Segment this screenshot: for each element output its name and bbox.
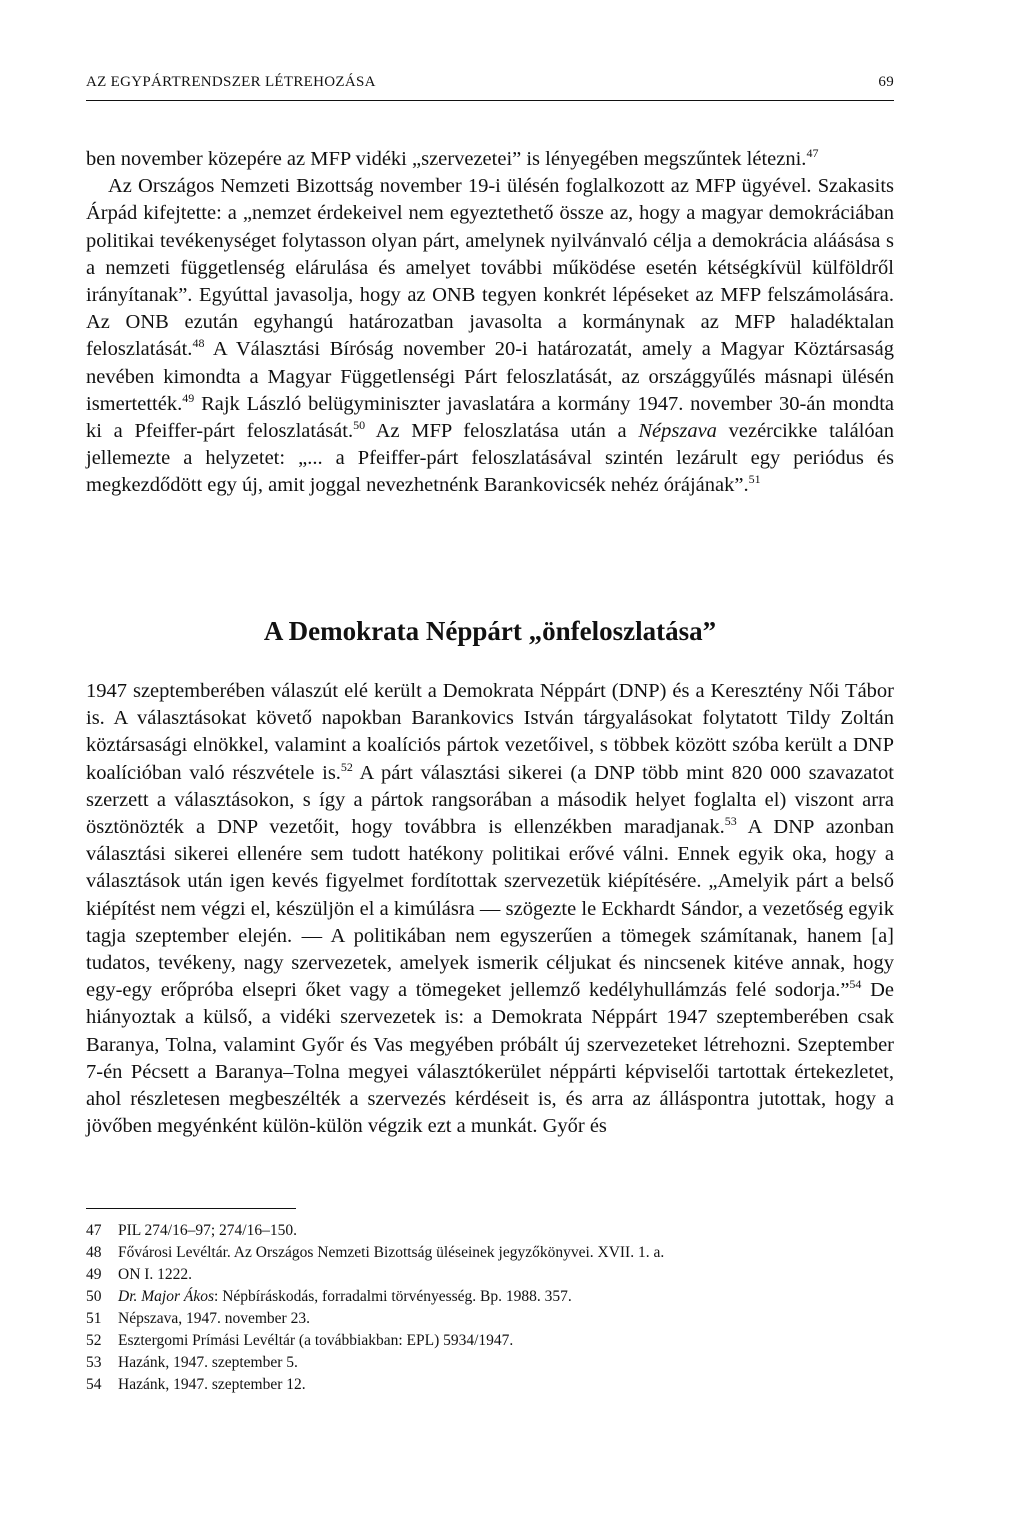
footnote-text — [118, 1374, 306, 1396]
footnote-text — [118, 1242, 664, 1264]
footnote-body: Népszava, 1947. november 23. — [118, 1310, 310, 1327]
footnote-author: Dr. Major Ákos — [118, 1288, 215, 1305]
paragraph — [86, 173, 894, 499]
paragraph-text: A DNP azonban választási sikerei ellenére sem tudott hatékony politikai erővé válni. Ennek egyik oka, hogy a választások után igen kevés figyelmet fordítottak szervezetük kiépítésére. „Amelyik párt a belső kiépítést nem végzi el, készüljön el a kimúlásra — szögezte le Eckhardt Sándor, a vezetőség egyik tagja szeptember elején. — A politikában nem egyszerűen a tömegek számítanak, hanem [a] tudatos, tevékeny, nagy szervezetek, amelyek ismerik céljukat és nincsenek kitéve annak, hogy egy-egy erőpróba elsepri őket vagy a tömegeket jellemző kedélyhullámzás felé sodorja.” — [86, 816, 894, 1002]
footnote — [86, 1286, 894, 1308]
footnote-number: 50 — [86, 1288, 102, 1305]
footnote-number: 47 — [86, 1222, 102, 1239]
italic-title: Népszava — [638, 420, 717, 443]
footnote-text — [118, 1264, 192, 1286]
footnote — [86, 1330, 894, 1352]
running-head-title: AZ EGYPÁRTRENDSZER LÉTREHOZÁSA — [86, 74, 376, 90]
footnote-ref: 52 — [340, 759, 353, 774]
footnotes — [86, 1220, 894, 1396]
body-text-section-2 — [86, 678, 894, 1140]
page-number: 69 — [878, 74, 894, 90]
footnote-body: Hazánk, 1947. szeptember 5. — [118, 1354, 298, 1371]
footnote-number: 51 — [86, 1310, 102, 1327]
footnote-body: PIL 274/16–97; 274/16–150. — [118, 1222, 297, 1239]
paragraph — [86, 146, 894, 173]
paragraph-text: Az Országos Nemzeti Bizottság november 19-i ülésén foglalkozott az MFP ügyével. Szakasits Árpád kifejtette: a „nemzet érdekeivel nem egyeztethető össze az, hogy a magyar demokráciában politikai tevékenységet folytasson olyan párt, amelynek nyilvánvaló célja a demokrácia aláásása s a nemzeti függetlenség elárulása és amelyet további működése esetén kétségkívül külföldről irányítanak”. Egyúttal javasolja, hogy az ONB tegyen konkrét lépéseket az MFP felszámolására. Az ONB ezután egyhangú határozatban javasolta a kormánynak az MFP haladéktalan feloszlatását. — [86, 175, 894, 361]
footnote-ref: 50 — [353, 418, 366, 433]
footnote — [86, 1220, 894, 1242]
paragraph-text: 1947 szeptemberében válaszút elé került a Demokrata Néppárt (DNP) és a Keresztény Női Tábor is. A választásokat követő napokban Barankovics István tárgyalásokat folytatott Tildy Zoltán köztársasági elnökkel, valamint a koalíciós pártok vezetőivel, s többek között szóba került a DNP koalícióban való részvétele is. — [86, 680, 894, 784]
footnote-ref: 47 — [806, 146, 819, 160]
footnote-text — [118, 1220, 297, 1242]
header-rule — [86, 100, 894, 101]
footnote-body: : Népbíráskodás, forradalmi törvényesség. Bp. 1988. 357. — [214, 1288, 572, 1305]
footnote-text — [118, 1352, 298, 1374]
paragraph-text: A Választási Bíróság november 20-i határozatát, amely a Magyar Köztársaság nevében kimondta a Magyar Függetlenségi Párt feloszlatását, az országgyűlés másnapi ülésén ismertették. — [86, 338, 894, 415]
footnote-number: 52 — [86, 1332, 102, 1349]
footnote-text — [118, 1308, 310, 1330]
footnote-ref: 54 — [849, 977, 862, 992]
footnote — [86, 1352, 894, 1374]
paragraph — [86, 678, 894, 1140]
footnote-ref: 48 — [192, 336, 205, 351]
footnote — [86, 1374, 894, 1396]
running-head — [86, 74, 894, 96]
paragraph-text: Rajk László belügyminiszter javaslatára a kormány 1947. november 30-án mondta ki a Pfeiffer-párt feloszlatását. — [86, 392, 894, 443]
paragraph-text: vezércikke találóan jellemezte a helyzetet: „... a Pfeiffer-párt feloszlatásával szintén lezárult egy periódus és megkezdődött egy új, amit joggal nevezhetnénk Barankovicsék nehéz órájának”. — [86, 420, 894, 497]
footnote-body: Fővárosi Levéltár. Az Országos Nemzeti Bizottság üléseinek jegyzőkönyvei. XVII. 1. a. — [118, 1244, 665, 1261]
footnote-body: ON I. 1222. — [118, 1266, 193, 1283]
section-heading: A Demokrata Néppárt „önfeloszlatása” — [263, 616, 717, 646]
footnote-rule — [86, 1208, 296, 1209]
footnote-number: 48 — [86, 1244, 102, 1261]
paragraph-text: ben november közepére az MFP vidéki „szervezetei” is lényegében megszűntek létezni. — [86, 148, 807, 170]
footnote-ref: 49 — [182, 390, 195, 405]
footnote-ref: 51 — [748, 472, 761, 487]
footnote-number: 53 — [86, 1354, 102, 1371]
footnote — [86, 1308, 894, 1330]
footnote-number: 49 — [86, 1266, 102, 1283]
paragraph-text: Az MFP feloszlatása után a — [365, 420, 639, 443]
footnote-number: 54 — [86, 1376, 102, 1393]
footnote — [86, 1242, 894, 1264]
footnote-body: Esztergomi Prímási Levéltár (a továbbiakban: EPL) 5934/1947. — [118, 1332, 514, 1349]
footnote-text — [118, 1330, 513, 1352]
footnote-ref: 53 — [724, 814, 737, 829]
footnote-text — [118, 1286, 572, 1308]
paragraph-text: A párt választási sikerei (a DNP több mint 820 000 szavazatot szerzett a választásokon, s így a pártok rangsorában a második helyet foglalta el) viszont arra ösztönözték a DNP vezetőit, hogy továbbra is ellenzékben maradjanak. — [86, 761, 894, 839]
footnote — [86, 1264, 894, 1286]
paragraph-text: De hiányoztak a külső, a vidéki szervezetek is: a Demokrata Néppárt 1947 szeptemberében csak Baranya, Tolna, valamint Győr és Vas megyében próbált új szervezeteket létrehozni. Szeptember 7-én Pécsett a Baranya–Tolna megyei választókerület néppárti képviselői tartottak értekezletet, ahol részletesen megbeszélték a szervezés kérdéseit is, és arra az álláspontra jutottak, hogy a jövőben megyénként külön-külön végzik ezt a munkát. Győr és — [86, 979, 894, 1138]
footnote-body: Hazánk, 1947. szeptember 12. — [118, 1376, 306, 1393]
body-text-section-1 — [86, 146, 894, 500]
